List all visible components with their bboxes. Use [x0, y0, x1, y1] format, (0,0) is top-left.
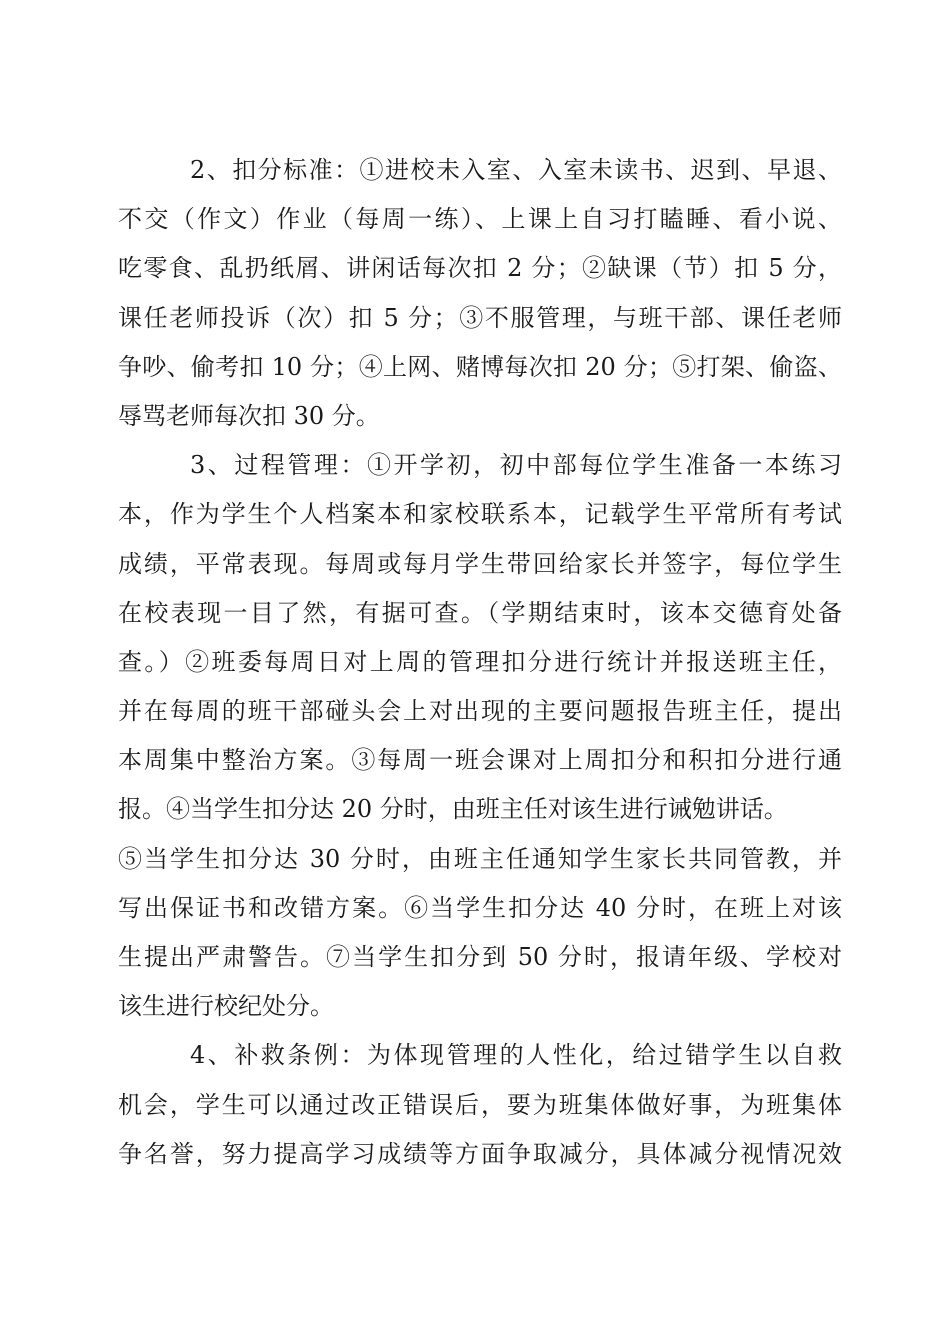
section-4-heading-line: 4、补救条例：为体现管理的人性化，给过错学生以自救: [190, 1041, 842, 1070]
text-line: 本，作为学生个人档案本和家校联系本，记载学生平常所有考试: [118, 500, 842, 529]
text-line: 生提出严肃警告。⑦当学生扣分到 50 分时，报请年级、学校对: [118, 943, 842, 971]
section-2-heading-line: 2、扣分标准：①进校未入室、入室未读书、迟到、早退、: [190, 156, 842, 184]
text-line: 查。）②班委每周日对上周的管理扣分进行统计并报送班主任，: [118, 647, 842, 676]
text-line: 该生进行校纪处分。: [118, 992, 334, 1021]
text-line: 写出保证书和改错方案。⑥当学生扣分达 40 分时，在班上对该: [118, 893, 842, 922]
text-line: 争吵、偷考扣 10 分；④上网、赌博每次扣 20 分；⑤打架、偷盗、: [118, 352, 842, 381]
text-line: 争名誉，努力提高学习成绩等方面争取减分，具体减分视情况效: [118, 1139, 842, 1168]
text-line: 机会，学生可以通过改正错误后，要为班集体做好事，为班集体: [118, 1090, 842, 1119]
text-line: 吃零食、乱扔纸屑、讲闲话每次扣 2 分；②缺课（节）扣 5 分，: [118, 254, 842, 283]
text-line: 在校表现一目了然，有据可查。（学期结束时，该本交德育处备: [118, 598, 842, 627]
text-line: 并在每周的班干部碰头会上对出现的主要问题报告班主任，提出: [118, 697, 842, 726]
text-line: 本周集中整治方案。③每周一班会课对上周扣分和积扣分进行通: [118, 746, 842, 775]
section-3-heading-line: 3、过程管理：①开学初，初中部每位学生准备一本练习: [190, 451, 842, 480]
text-line: 成绩，平常表现。每周或每月学生带回给家长并签字，每位学生: [118, 549, 842, 578]
text-line: 课任老师投诉（次）扣 5 分；③不服管理，与班干部、课任老师: [118, 303, 842, 332]
text-line: 不交（作文）作业（每周一练）、上课上自习打瞌睡、看小说、: [118, 205, 842, 234]
text-line: 报。④当学生扣分达 20 分时，由班主任对该生进行诫勉讲话。: [118, 795, 788, 824]
text-line: 辱骂老师每次扣 30 分。: [118, 401, 380, 430]
text-line: ⑤当学生扣分达 30 分时，由班主任通知学生家长共同管教，并: [118, 844, 842, 873]
document-body: [118, 146, 842, 1179]
